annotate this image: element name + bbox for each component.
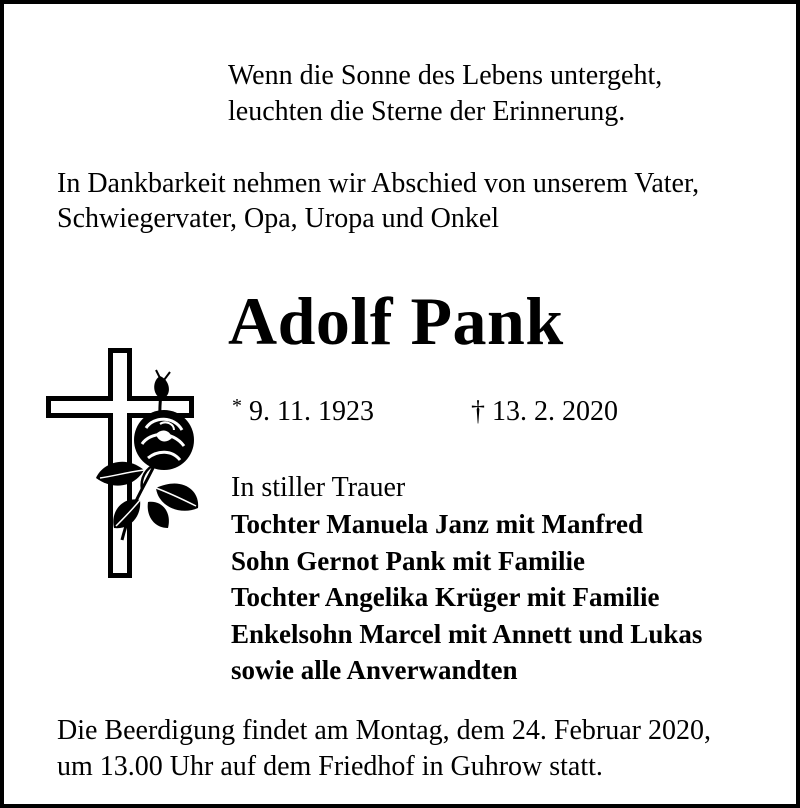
mourners-intro: In stiller Trauer — [231, 472, 406, 503]
motto-line-2: leuchten die Sterne der Erinnerung. — [228, 96, 626, 127]
death-date — [471, 398, 618, 426]
death-date-value: 13. 2. 2020 — [492, 396, 618, 427]
birth-date — [232, 395, 374, 427]
deceased-name: Adolf Pank — [228, 283, 564, 359]
cross-with-rose-icon — [44, 346, 204, 584]
intro-line-2: Schwiegervater, Opa, Uropa und Onkel — [57, 203, 500, 234]
birth-date-value: 9. 11. 1923 — [249, 396, 374, 427]
death-symbol: † — [471, 396, 485, 427]
mourner-line: Sohn Gernot Pank mit Familie — [231, 546, 586, 576]
funeral-line-2: um 13.00 Uhr auf dem Friedhof in Guhrow statt. — [57, 751, 603, 782]
intro-line-1: In Dankbarkeit nehmen wir Abschied von unserem Vater, — [57, 168, 700, 199]
mourner-line: Tochter Angelika Krüger mit Familie — [231, 582, 660, 612]
mourner-line: Enkelsohn Marcel mit Annett und Lukas — [231, 619, 703, 649]
mourner-line: sowie alle Anverwandten — [231, 655, 518, 685]
birth-symbol: * — [232, 395, 242, 417]
motto-line-1: Wenn die Sonne des Lebens untergeht, — [228, 60, 663, 91]
funeral-line-1: Die Beerdigung findet am Montag, dem 24. Februar 2020, — [57, 715, 711, 746]
mourner-line: Tochter Manuela Janz mit Manfred — [231, 509, 643, 539]
